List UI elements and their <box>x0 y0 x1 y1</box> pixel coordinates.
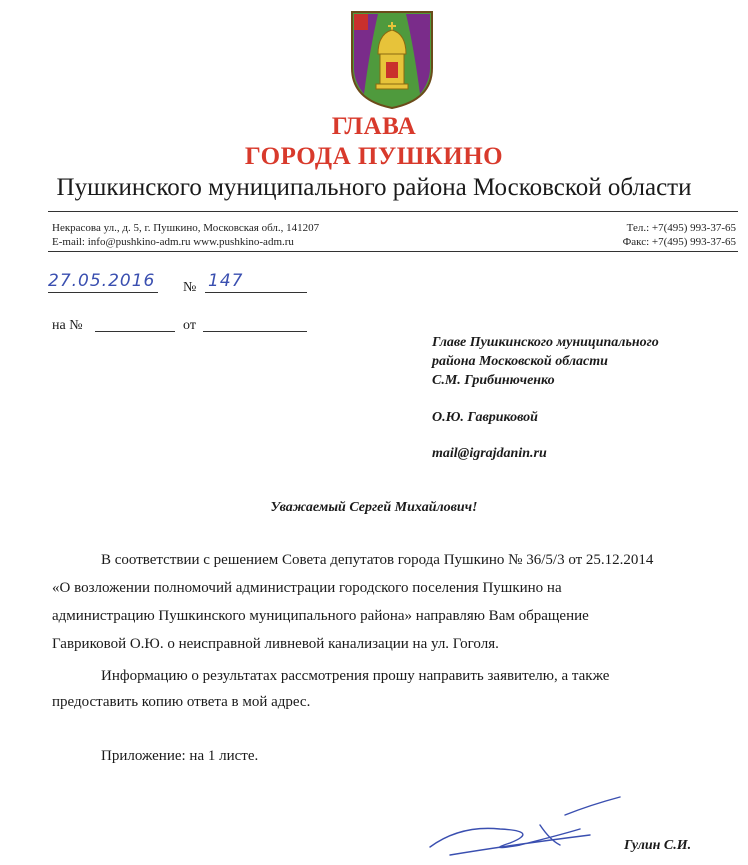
body-paragraph-2-line-1: Информацию о результатах рассмотрения прошу направить заявителю, а также <box>101 668 610 684</box>
body-paragraph-2-line-2: предоставить копию ответа в мой адрес. <box>52 694 311 710</box>
header-title-line-3: Пушкинского муниципального района Московской области <box>56 174 692 201</box>
number-underline <box>205 292 307 293</box>
header-address: Некрасова ул., д. 5, г. Пушкино, Московская обл., 141207 <box>52 222 320 234</box>
coat-of-arms-emblem <box>348 8 436 110</box>
body-paragraph-1-line-3: администрацию Пушкинского муниципального района» направляю Вам обращение <box>52 608 589 624</box>
signatory-name: Гулин С.И. <box>624 838 692 853</box>
recipient-line-1: Главе Пушкинского муниципального <box>432 335 659 350</box>
reference-number-underline <box>95 331 175 332</box>
header-phone: Тел.: +7(495) 993-37-65 <box>626 222 736 234</box>
recipient-line-3: С.М. Грибинюченко <box>432 373 555 388</box>
reference-number-label: на № <box>52 318 83 333</box>
recipient-line-2: района Московской области <box>432 354 608 369</box>
reference-from-label: от <box>183 318 196 333</box>
header-title-line-1: ГЛАВА <box>331 113 417 140</box>
header-fax: Факс: +7(495) 993-37-65 <box>622 236 736 248</box>
recipient-email: mail@igrajdanin.ru <box>432 446 547 461</box>
registration-number: 147 <box>208 271 244 291</box>
attachment-note: Приложение: на 1 листе. <box>101 748 259 764</box>
body-paragraph-1-line-4: Гавриковой О.Ю. о неисправной ливневой канализации на ул. Гоголя. <box>52 636 499 652</box>
body-paragraph-1-line-2: «О возложении полномочий администрации городского поселения Пушкино на <box>52 580 562 596</box>
body-paragraph-1-line-1: В соответствии с решением Совета депутатов города Пушкино № 36/5/3 от 25.12.2014 <box>101 552 654 568</box>
registration-number-label: № <box>183 280 197 295</box>
greeting: Уважаемый Сергей Михайлович! <box>270 500 478 515</box>
registration-date: 27.05.2016 <box>48 271 156 291</box>
header-title-line-2: ГОРОДА ПУШКИНО <box>244 143 504 170</box>
date-underline <box>48 292 158 293</box>
header-divider-top <box>48 211 738 212</box>
header-email-web: E-mail: info@pushkino-adm.ru www.pushkino-adm.ru <box>52 236 294 248</box>
handwritten-signature <box>390 785 650 865</box>
header-divider-bottom <box>48 251 738 252</box>
reference-date-underline <box>203 331 307 332</box>
copy-recipient: О.Ю. Гавриковой <box>432 410 538 425</box>
